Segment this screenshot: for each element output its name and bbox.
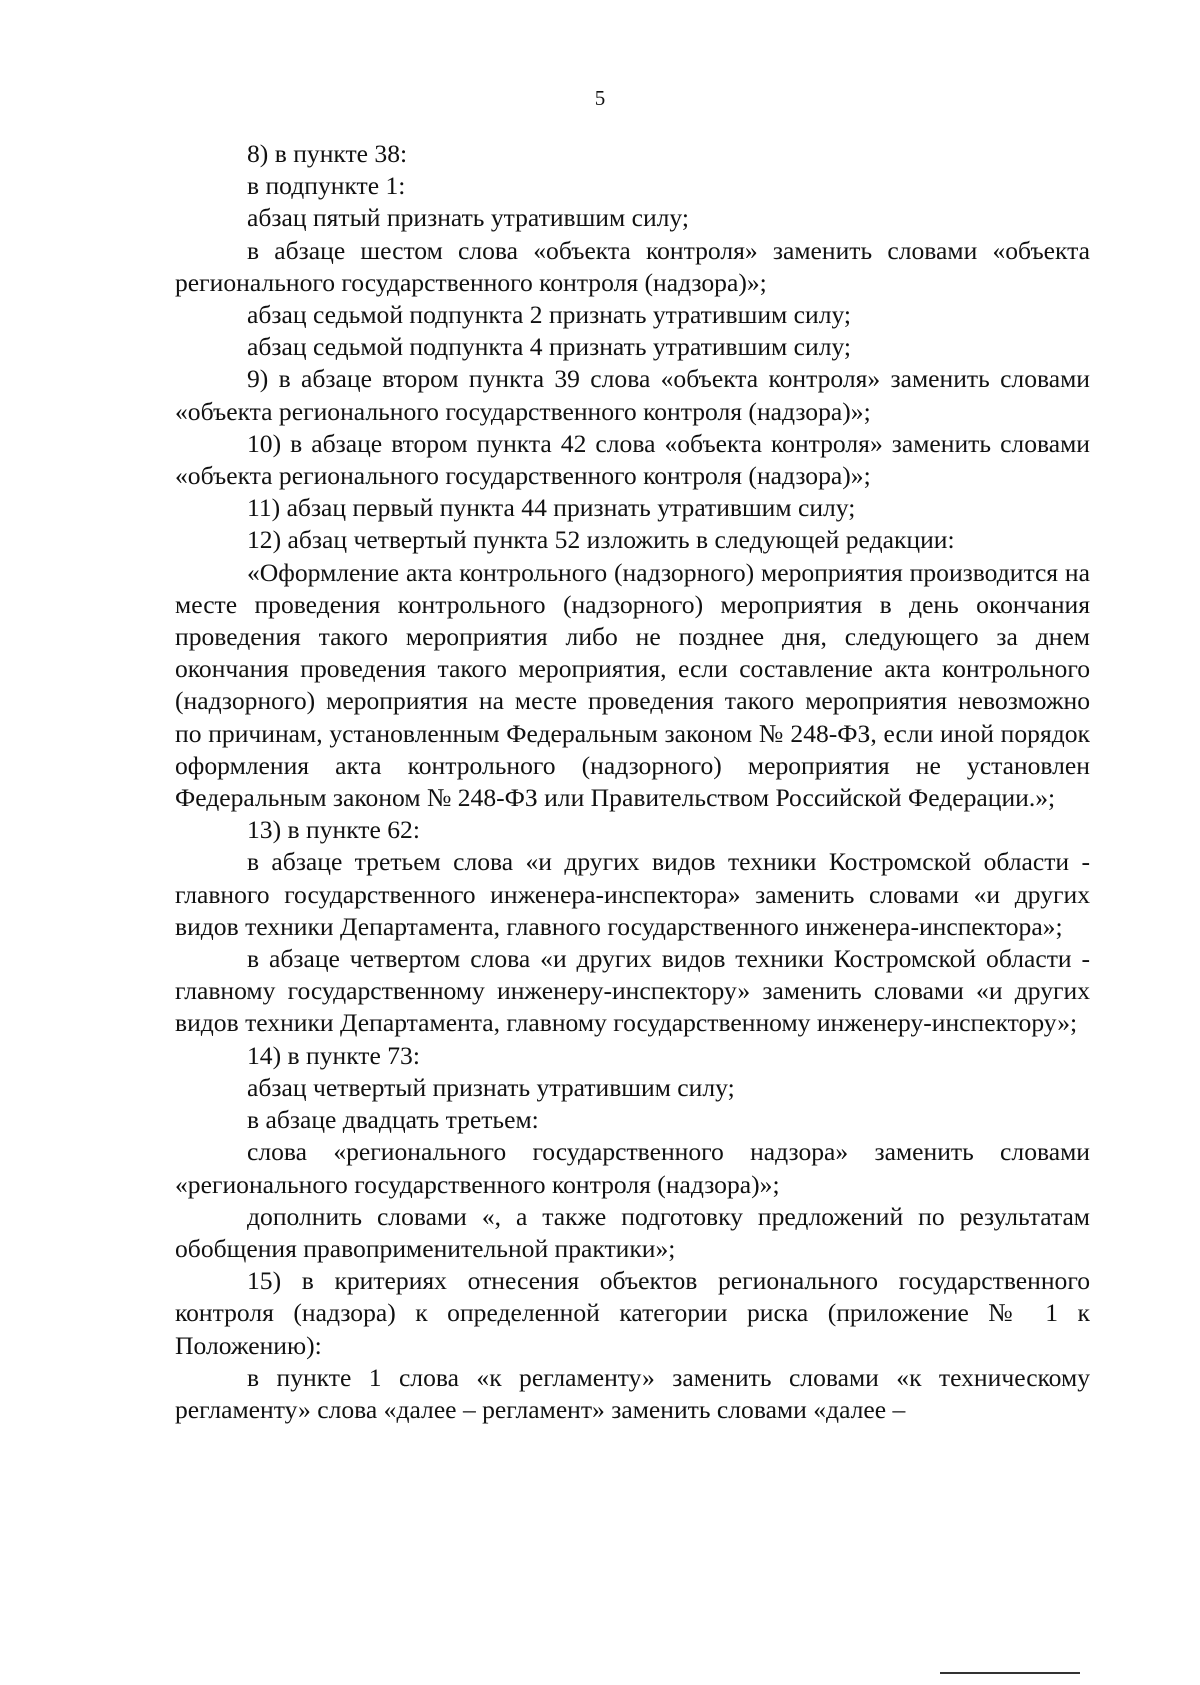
paragraph: в подпункте 1: <box>247 171 406 201</box>
paragraph: абзац седьмой подпункта 4 признать утратившим силу; <box>247 332 852 362</box>
paragraph: абзац седьмой подпункта 2 признать утратившим силу; <box>247 300 852 330</box>
paragraph: абзац пятый признать утратившим силу; <box>247 203 689 233</box>
paragraph: 12) абзац четвертый пункта 52 изложить в следующей редакции: <box>247 525 955 555</box>
paragraph: 13) в пункте 62: <box>247 815 420 845</box>
paragraph: дополнить словами «, а также подготовку предложений по результатам обобщения правоприменительной практики»; <box>175 1201 1090 1263</box>
page-number: 5 <box>594 86 606 110</box>
paragraph: 11) абзац первый пункта 44 признать утратившим силу; <box>247 493 856 523</box>
paragraph: в абзаце четвертом слова «и других видов техники Костромской области - главному государственному инженеру-инспектору» заменить словами «и других видов техники Департамента, главному государственному инженеру-инспектору»; <box>175 944 1090 1038</box>
paragraph: слова «регионального государственного надзора» заменить словами «регионального государственного контроля (надзора)»; <box>175 1137 1090 1199</box>
paragraph: «Оформление акта контрольного (надзорного) мероприятия производится на месте проведения контрольного (надзорного) мероприятия в день окончания проведения такого мероприятия либо не позднее дня, следующего за днем окончания проведения такого мероприятия, если составление акта контрольного (надзорного) мероприятия на месте проведения такого мероприятия невозможно по причинам, установленным Федеральным законом № 248-ФЗ, если иной порядок оформления акта контрольного (надзорного) мероприятия не установлен Федеральным законом № 248-ФЗ или Правительством Российской Федерации.»; <box>175 557 1090 813</box>
paragraph: 15) в критериях отнесения объектов регионального государственного контроля (надзора) к определенной категории риска (приложение № 1 к Положению): <box>175 1266 1090 1360</box>
paragraph: в абзаце третьем слова «и других видов техники Костромской области - главного государственного инженера-инспектора» заменить словами «и других видов техники Департамента, главного государственного инженера-инспектора»; <box>175 847 1090 941</box>
document-body <box>175 138 1090 1426</box>
paragraph: в абзаце шестом слова «объекта контроля» заменить словами «объекта регионального государственного контроля (надзора)»; <box>175 235 1090 297</box>
paragraph: 9) в абзаце втором пункта 39 слова «объекта контроля» заменить словами «объекта регионального государственного контроля (надзора)»; <box>175 364 1090 426</box>
paragraph: 10) в абзаце втором пункта 42 слова «объекта контроля» заменить словами «объекта регионального государственного контроля (надзора)»; <box>175 428 1090 491</box>
paragraph: в пункте 1 слова «к регламенту» заменить словами «к техническому регламенту» слова «далее – регламент» заменить словами «далее – <box>175 1362 1090 1424</box>
paragraph: абзац четвертый признать утратившим силу; <box>247 1072 735 1102</box>
paragraph: 14) в пункте 73: <box>247 1040 420 1070</box>
footer-rule <box>940 1672 1080 1674</box>
paragraph: в абзаце двадцать третьем: <box>247 1105 539 1135</box>
paragraph: 8) в пункте 38: <box>247 139 408 168</box>
